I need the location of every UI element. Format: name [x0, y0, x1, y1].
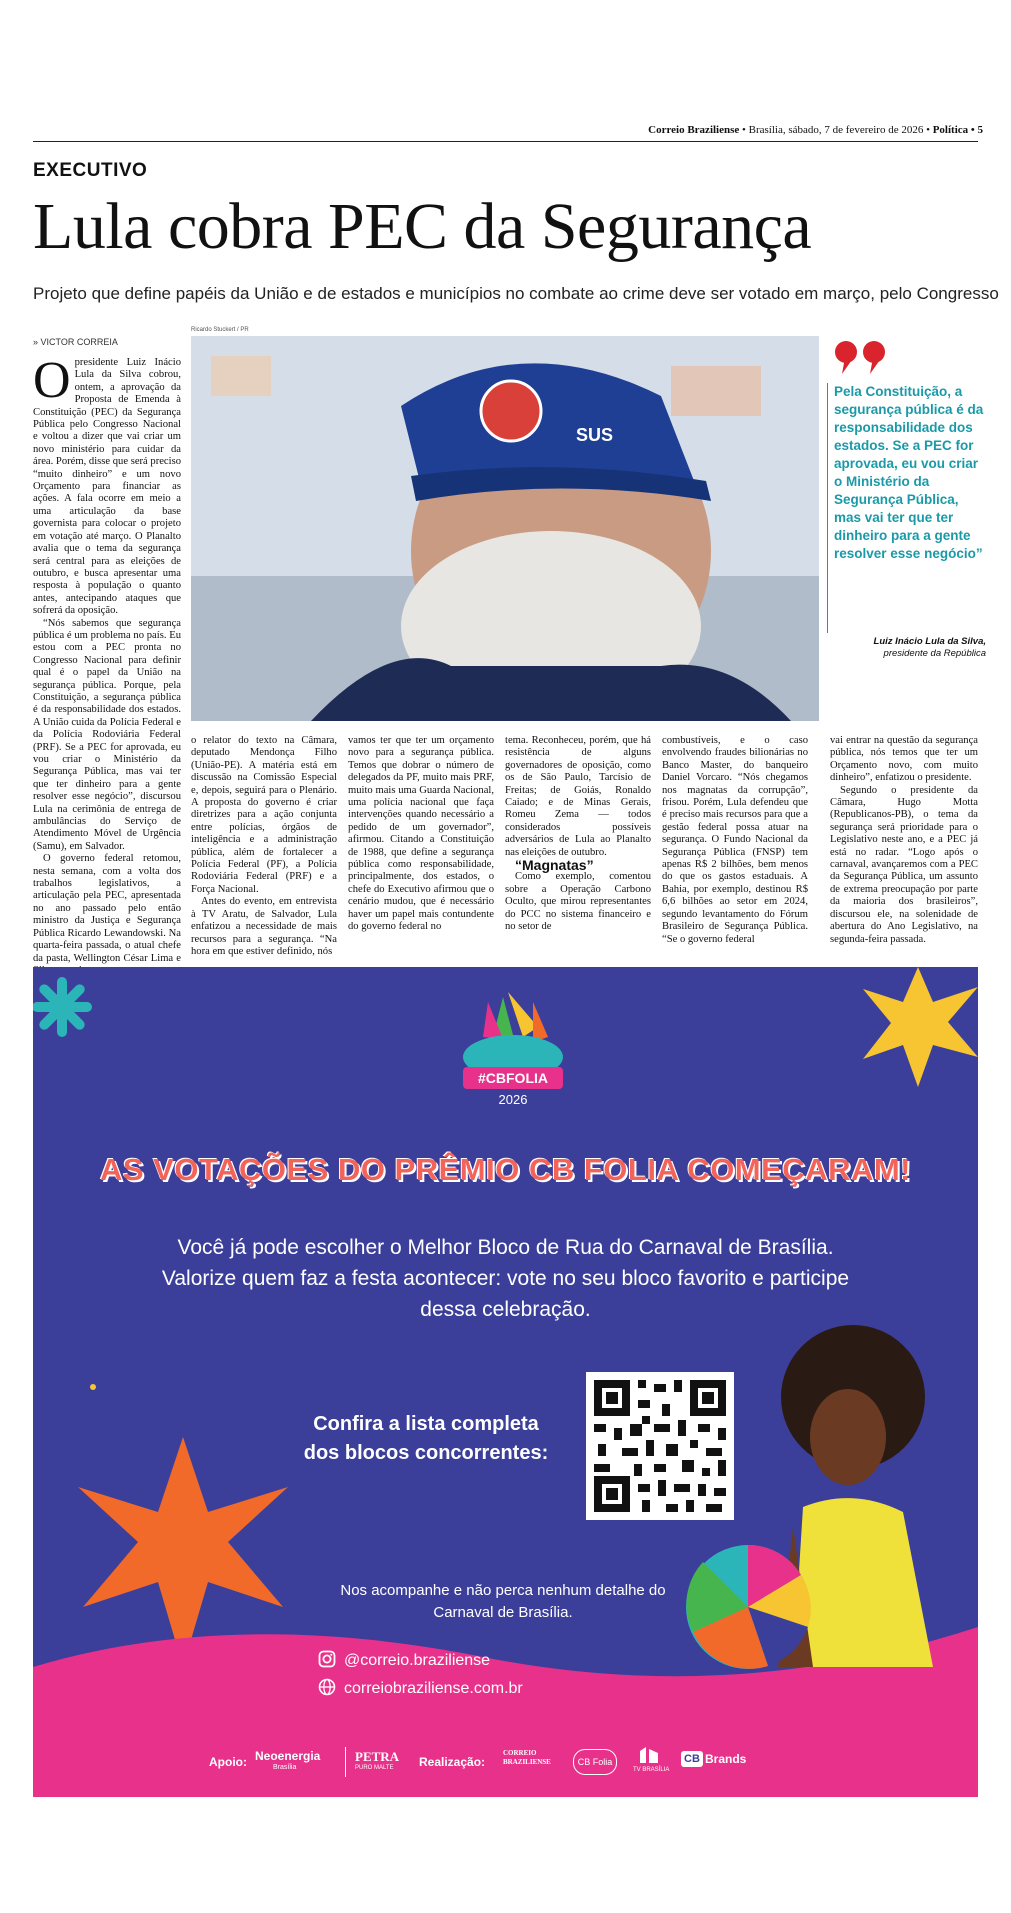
page-number: • 5 — [970, 124, 983, 136]
cb-folia-advertisement — [33, 967, 978, 1797]
header-rule — [33, 141, 978, 142]
headline: Lula cobra PEC da Segurança — [33, 190, 812, 263]
correio-logo: CORREIO BRAZILIENSE — [503, 1749, 551, 1766]
petra-sub: PURO MALTE — [355, 1765, 394, 1771]
ad-title: AS VOTAÇÕES DO PRÊMIO CB FOLIA COMEÇARAM! — [100, 1152, 911, 1187]
ad-follow-text: Nos acompanhe e não perca nenhum detalhe do Carnaval de Brasília. — [340, 1582, 666, 1621]
website-link[interactable] — [318, 1678, 523, 1698]
petra-logo: PETRA — [355, 1749, 400, 1764]
section-name: Política — [932, 124, 969, 136]
cb-brands-logo: Brands — [705, 1752, 747, 1766]
teal-burst-shape — [33, 977, 92, 1037]
paper-name: Correio Braziliense — [648, 124, 740, 136]
website-url: correiobraziliense.com.br — [344, 1680, 523, 1697]
neoenergia-sub: Brasília — [273, 1764, 297, 1771]
article-column-1 — [33, 352, 181, 977]
pull-quote: Pela Constituição, a segurança pública é da responsabilidade dos estados. Se a PEC for aprovada, eu vou criar o Ministério da Segurança Pública, mas vai ter que ter dinheiro para a gente resolver esse negócio” — [834, 384, 984, 561]
paragraph: o relator do texto na Câmara, deputado Mendonça Filho (União-PE). A matéria está em discussão na Comissão Especial e, depois, seguirá para o Plenário. A proposta do governo é criar diretrizes para a ação conjunta entre polícias, órgãos de inteligência e a administração pública, além de fortalecer a Polícia Federal (PF), a Polícia Rodoviária Federal (PRF) e a Força Nacional. — [191, 735, 337, 895]
paragraph: presidente Luiz Inácio Lula da Silva cobrou, ontem, a aprovação da Proposta de Emenda à Constituição (PEC) da Segurança Pública pelo Congresso Nacional e voltou a dizer que vai criar um novo ministério para cuidar da área. Porém, disse que será preciso “muito dinheiro” e um novo Orçamento para financiar as ações. A fala ocorre em meio a uma articulação da base governista para colocar o projeto em votação até março. O Planalto avalia que o tema da segurança será central para as eleições de outubro, e busca apresentar uma resposta à população o quanto antes, antecipando ataques que sofrerá da oposição. — [33, 357, 181, 617]
cb-folia-small-logo: CB Folia — [573, 1749, 617, 1775]
paragraph: vai entrar na questão da segurança pública, nós temos que ter um Orçamento novo, com muito dinheiro”, enfatizou o presidente. — [830, 735, 978, 784]
lula-photo — [191, 336, 819, 721]
paragraph: Como exemplo, comentou sobre a Operação Carbono Oculto, que mirou representantes do PCC no sistema financeiro e no setor de — [505, 871, 651, 933]
sponsor-divider — [345, 1747, 346, 1777]
ad-body: Você já pode escolher o Melhor Bloco de Rua do Carnaval de Brasília. Valorize quem faz a festa acontecer: vote no seu bloco favorito e participe dessa celebração. — [161, 1236, 850, 1321]
paragraph: tema. Reconheceu, porém, que há resistência de alguns governadores de oposição, como os de São Paulo, Tarcísio de Freitas; de Goiás, Ronaldo Caiado; e de Minas Gerais, Romeu Zema — todos considerados possíveis adversários de Lula ao Planalto nas eleições de outubro. — [505, 735, 651, 858]
article-column-6 — [830, 735, 978, 946]
paragraph: Segundo o presidente da Câmara, Hugo Motta (Republicanos-PB), o tema da segurança será prioridade para o Legislativo neste ano, e a PEC já está no radar. “Logo após o carnaval, avançaremos com a PEC da Segurança Pública, um assunto de extrema preocupação por parte da maioria dos brasileiros”, discursou ele, na solenidade de abertura do Ano Legislativo, na segunda-feira passada. — [830, 784, 978, 945]
tv-brasilia-logo: TV BRASÍLIA — [633, 1767, 670, 1773]
paragraph: combustíveis, e o caso envolvendo fraudes bilionárias no Banco Master, do banqueiro Daniel Vorcaro. “Nós chegamos nos magnatas da corrupção”, frisou. Porém, Lula defendeu que é preciso mais recursos para que a gestão federal possa atuar na segurança. O Fundo Nacional da Segurança Pública (FNSP) tem apenas R$ 2 bilhões, bem menos do que os gastos estaduais. A Bahia, por exemplo, destinou R$ 6,6 bilhões ao setor em 2024, segundo levantamento do Fórum Brasileiro de Segurança Pública. “Se o governo federal — [662, 735, 808, 945]
umbrella-illustration — [686, 1545, 811, 1669]
byline: » VICTOR CORREIA — [33, 337, 118, 347]
paragraph: vamos ter que ter um orçamento novo para a segurança pública. Temos que dobrar o número de delegados da PF, muito mais PRF, muito mais uma Guarda Nacional, uma polícia nacional que faça intervenções quando necessário a pedido de um governador”, afirmou. Citando a Constituição de 1988, que define a segurança pública como responsabilidade, principalmente, dos estados, o chefe do Executivo afirmou que o cenário mudou, que é necessário haver um papel mais contundente do governo federal no — [348, 735, 494, 933]
apoio-label: Apoio: — [209, 1755, 247, 1769]
yellow-star-shape — [863, 967, 978, 1087]
paragraph: O governo federal retomou, nesta semana, com a volta dos trabalhos legislativos, a articulação pela PEC, apresentada no ano passado pelo então ministro da Justiça e Segurança Pública Ricardo Lewandowski. Na quarta-feira passada, o atual chefe da pasta, Wellington César Lima e — [33, 853, 181, 964]
date-line: • Brasília, sábado, 7 de fevereiro de 2026 • — [742, 124, 930, 136]
cb-mark-logo: CB — [681, 1751, 703, 1767]
cb-folia-logo — [463, 992, 563, 1107]
article-column-3 — [348, 735, 494, 934]
instagram-handle: @correio.braziliense — [344, 1652, 491, 1669]
quote-icon — [834, 340, 894, 381]
instagram-link[interactable] — [318, 1650, 490, 1670]
ad-decorations — [33, 967, 978, 1797]
tv-brasilia-icon — [638, 1745, 660, 1765]
quote-role: presidente da República — [883, 648, 986, 659]
neoenergia-logo: Neoenergia — [255, 1749, 321, 1763]
quote-author: Luiz Inácio Lula da Silva, — [873, 636, 986, 647]
deck: Projeto que define papéis da União e de estados e municípios no combate ao crime deve ser votado em março, pelo Congresso — [33, 284, 999, 303]
running-head — [648, 124, 983, 136]
qr-code-icon — [586, 1372, 734, 1520]
article-column-2 — [191, 735, 337, 958]
globe-icon — [318, 1678, 336, 1696]
qr-code[interactable] — [586, 1372, 734, 1520]
subhead: “Magnatas” — [515, 857, 594, 874]
ad-logo-text: #CBFOLIA — [478, 1070, 548, 1086]
paragraph: “Nós sabemos que segurança pública é um problema no país. Eu estou com a PEC pronta no Congresso Nacional para definir qual é o papel da União na segurança pública. Porque, pela Constituição, a segurança pública é da responsabilidade dos estados. A União cuida da Polícia Federal e da Polícia Rodoviária Federal (PRF). Se a PEC for aprovada, eu vou criar o Ministério da Segurança Pública, mas vai ter que ter dinheiro para a gente resolver esse negócio”, discursou Lula na cerimônia de entrega de ambulâncias do Serviço de Atendimento Móvel de Urgência (Samu), em Salvador. — [33, 617, 181, 852]
realizacao-label: Realização: — [419, 1755, 486, 1769]
ad-logo-year: 2026 — [498, 1092, 528, 1107]
orange-star-shape — [78, 1437, 288, 1667]
cap-sus-text: SUS — [576, 425, 614, 445]
quote-rule — [827, 383, 828, 633]
article-column-4 — [505, 735, 651, 934]
quote-attribution — [834, 636, 986, 660]
paragraph: Antes do evento, em entrevista à TV Aratu, de Salvador, Lula enfatizou a necessidade de mais recursos para a segurança. “Na hora em que estiver definido, nós — [191, 896, 337, 957]
ad-list-cta: Confira a lista completa dos blocos concorrentes: — [303, 1413, 549, 1464]
photo-illustration — [191, 336, 819, 721]
dropcap: O — [33, 352, 71, 409]
sponsor-bar — [33, 1741, 978, 1781]
article-column-5 — [662, 735, 808, 946]
instagram-icon — [318, 1650, 336, 1668]
photo-credit: Ricardo Stuckert / PR — [191, 327, 249, 333]
section-kicker: EXECUTIVO — [33, 160, 148, 181]
